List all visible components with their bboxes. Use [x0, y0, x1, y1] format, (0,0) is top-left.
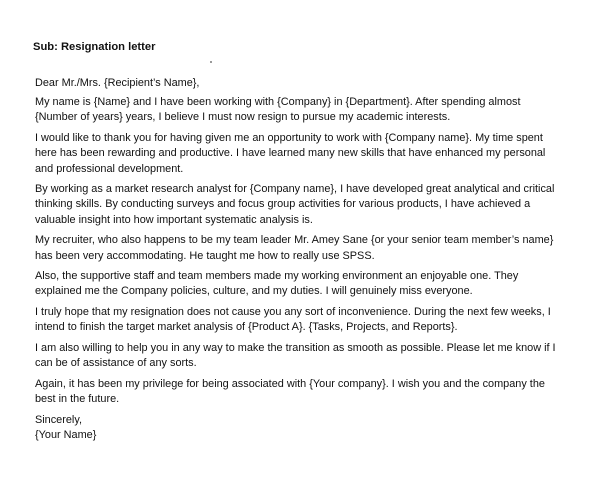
- paragraph-staff: Also, the supportive staff and team members made my working environment an enjoyable one. They explained me the Company policies, culture, and my duties. I will genuinely miss everyone.: [35, 270, 519, 298]
- salutation: Dear Mr./Mrs. {Recipient’s Name},: [35, 77, 200, 89]
- subject-line: Sub: Resignation letter: [33, 41, 156, 53]
- paragraph-thanks: I would like to thank you for having given me an opportunity to work with {Company name}. My time spent here has been rewarding and productive. I have learned many new skills that have enhanced my personal and professional development.: [35, 132, 546, 175]
- paragraph-skills: By working as a market research analyst for {Company name}, I have developed great analytical and critical thinking skills. By conducting surveys and focus group activities for various products, I have achieved a valuable insight into how important systematic analysis is.: [35, 183, 555, 226]
- signature: {Your Name}: [35, 429, 97, 442]
- paragraph-recruiter: My recruiter, who also happens to be my team leader Mr. Amey Sane {or your senior team member’s name} has been very accommodating. He taught me how to really use SPSS.: [35, 234, 554, 262]
- paragraph-gratitude: Again, it has been my privilege for being associated with {Your company}. I wish you and the company the best in the future.: [35, 377, 545, 406]
- paragraph-transition-plan: I truly hope that my resignation does not cause you any sort of inconvenience. During the next few weeks, I intend to finish the target market analysis of {Product A}. {Tasks, Projects, and Reports}.: [35, 306, 551, 334]
- stray-mark: [210, 61, 212, 63]
- closing: Sincerely,: [35, 413, 83, 426]
- paragraph-intro: My name is {Name} and I have been working with {Company} in {Department}. After spending almost {Number of years} years, I believe I must now resign to pursue my academic interests.: [35, 96, 521, 124]
- letter-body: [35, 76, 565, 443]
- paragraph-offer-help: I am also willing to help you in any way to make the transition as smooth as possible. Please let me know if I can be of assistance of any sorts.: [35, 342, 556, 370]
